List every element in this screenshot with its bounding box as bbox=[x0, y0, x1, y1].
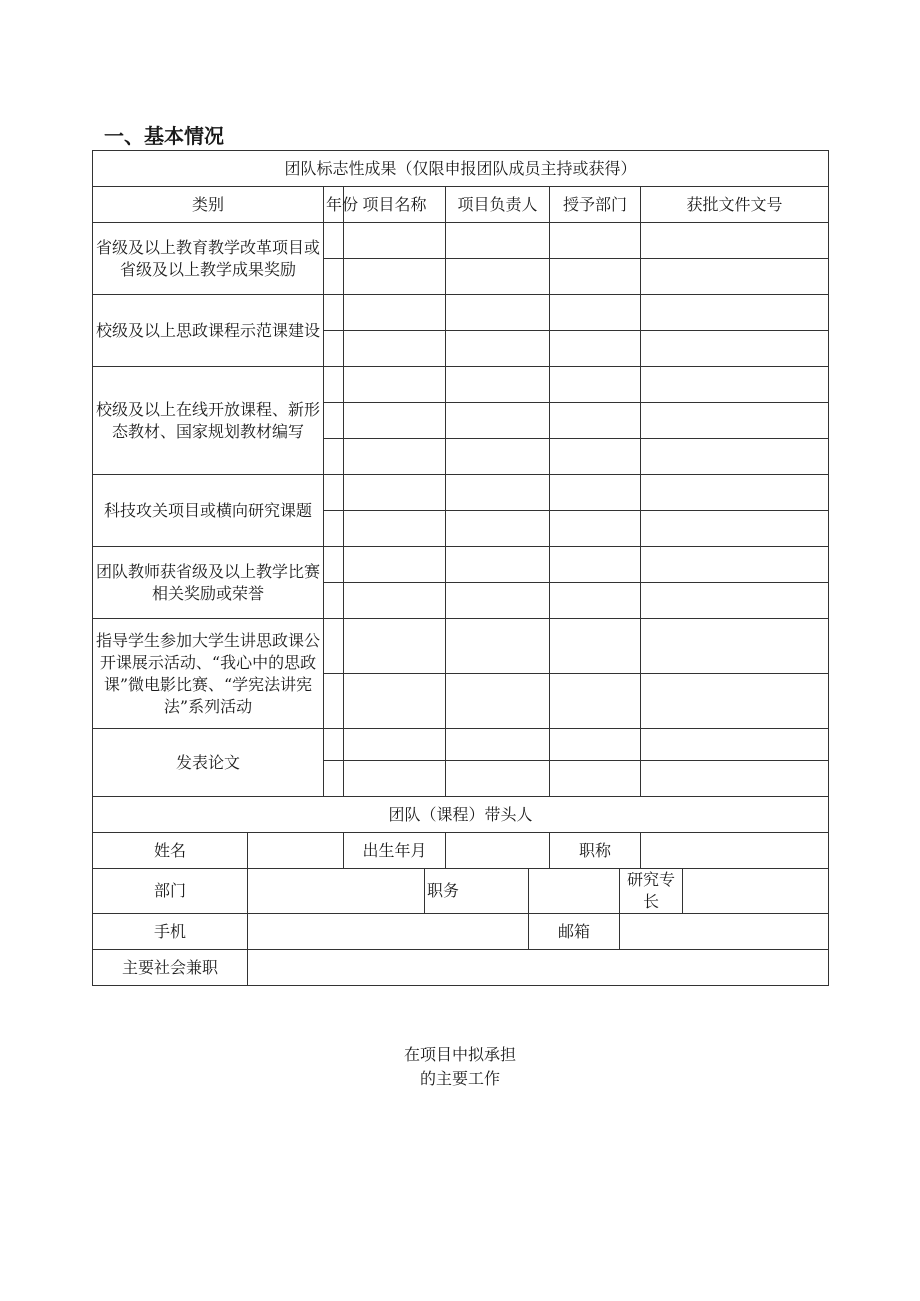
year-cell[interactable] bbox=[324, 761, 344, 797]
category-cell: 指导学生参加大学生讲思政课公开课展示活动、“我心中的思政课”微电影比赛、“学宪法讲宪法”系列活动 bbox=[93, 619, 324, 729]
year-cell[interactable] bbox=[324, 729, 344, 761]
project-leader-cell[interactable] bbox=[446, 583, 550, 619]
footer-note-line2: 的主要工作 bbox=[419, 1069, 500, 1088]
project-name-cell[interactable] bbox=[344, 295, 446, 331]
project-name-cell[interactable] bbox=[344, 761, 446, 797]
year-cell[interactable] bbox=[324, 583, 344, 619]
column-header-project-name: 项目名称 bbox=[344, 187, 446, 223]
project-name-cell[interactable] bbox=[344, 583, 446, 619]
project-leader-cell[interactable] bbox=[446, 439, 550, 475]
granting-dept-cell[interactable] bbox=[550, 223, 641, 259]
dept-label: 部门 bbox=[93, 869, 248, 914]
title-value-cell[interactable] bbox=[641, 833, 829, 869]
achievements-header: 团队标志性成果（仅限申报团队成员主持或获得） bbox=[93, 151, 829, 187]
approval-doc-cell[interactable] bbox=[641, 674, 829, 729]
category-cell: 省级及以上教育教学改革项目或省级及以上教学成果奖励 bbox=[93, 223, 324, 295]
column-header-granting-dept: 授予部门 bbox=[550, 187, 641, 223]
project-leader-cell[interactable] bbox=[446, 367, 550, 403]
approval-doc-cell[interactable] bbox=[641, 761, 829, 797]
project-name-cell[interactable] bbox=[344, 367, 446, 403]
project-name-cell[interactable] bbox=[344, 619, 446, 674]
project-name-cell[interactable] bbox=[344, 674, 446, 729]
project-name-cell[interactable] bbox=[344, 259, 446, 295]
granting-dept-cell[interactable] bbox=[550, 475, 641, 511]
category-cell: 科技攻关项目或横向研究课题 bbox=[93, 475, 324, 547]
email-value-cell[interactable] bbox=[620, 914, 829, 950]
category-cell: 团队教师获省级及以上教学比赛相关奖励或荣誉 bbox=[93, 547, 324, 619]
approval-doc-cell[interactable] bbox=[641, 475, 829, 511]
category-cell: 发表论文 bbox=[93, 729, 324, 797]
project-name-cell[interactable] bbox=[344, 729, 446, 761]
project-leader-cell[interactable] bbox=[446, 619, 550, 674]
footer-note-line1: 在项目中拟承担 bbox=[403, 1045, 516, 1064]
approval-doc-cell[interactable] bbox=[641, 295, 829, 331]
birth-label: 出生年月 bbox=[344, 833, 446, 869]
footer-note bbox=[0, 1043, 920, 1091]
approval-doc-cell[interactable] bbox=[641, 511, 829, 547]
granting-dept-cell[interactable] bbox=[550, 511, 641, 547]
year-cell[interactable] bbox=[324, 367, 344, 403]
granting-dept-cell[interactable] bbox=[550, 547, 641, 583]
year-cell[interactable] bbox=[324, 259, 344, 295]
approval-doc-cell[interactable] bbox=[641, 729, 829, 761]
position-value-cell[interactable] bbox=[529, 869, 620, 914]
approval-doc-cell[interactable] bbox=[641, 439, 829, 475]
project-leader-cell[interactable] bbox=[446, 403, 550, 439]
project-name-cell[interactable] bbox=[344, 439, 446, 475]
approval-doc-cell[interactable] bbox=[641, 583, 829, 619]
granting-dept-cell[interactable] bbox=[550, 367, 641, 403]
project-leader-cell[interactable] bbox=[446, 259, 550, 295]
granting-dept-cell[interactable] bbox=[550, 295, 641, 331]
granting-dept-cell[interactable] bbox=[550, 403, 641, 439]
project-leader-cell[interactable] bbox=[446, 547, 550, 583]
granting-dept-cell[interactable] bbox=[550, 619, 641, 674]
category-cell: 校级及以上思政课程示范课建设 bbox=[93, 295, 324, 367]
project-name-cell[interactable] bbox=[344, 331, 446, 367]
column-header-approval-doc-no: 获批文件文号 bbox=[641, 187, 829, 223]
social-value-cell[interactable] bbox=[248, 950, 829, 986]
approval-doc-cell[interactable] bbox=[641, 223, 829, 259]
social-label: 主要社会兼职 bbox=[93, 950, 248, 986]
column-header-year: 年份 bbox=[324, 187, 344, 223]
project-leader-cell[interactable] bbox=[446, 761, 550, 797]
project-name-cell[interactable] bbox=[344, 403, 446, 439]
name-value-cell[interactable] bbox=[248, 833, 344, 869]
approval-doc-cell[interactable] bbox=[641, 619, 829, 674]
project-leader-cell[interactable] bbox=[446, 223, 550, 259]
granting-dept-cell[interactable] bbox=[550, 583, 641, 619]
granting-dept-cell[interactable] bbox=[550, 439, 641, 475]
section-title: 一、基本情况 bbox=[104, 124, 224, 148]
leader-header: 团队（课程）带头人 bbox=[93, 797, 829, 833]
project-leader-cell[interactable] bbox=[446, 674, 550, 729]
birth-value-cell[interactable] bbox=[446, 833, 550, 869]
title-label: 职称 bbox=[550, 833, 641, 869]
project-name-cell[interactable] bbox=[344, 547, 446, 583]
granting-dept-cell[interactable] bbox=[550, 761, 641, 797]
project-leader-cell[interactable] bbox=[446, 475, 550, 511]
year-cell[interactable] bbox=[324, 223, 344, 259]
name-label: 姓名 bbox=[93, 833, 248, 869]
approval-doc-cell[interactable] bbox=[641, 331, 829, 367]
granting-dept-cell[interactable] bbox=[550, 331, 641, 367]
granting-dept-cell[interactable] bbox=[550, 674, 641, 729]
granting-dept-cell[interactable] bbox=[550, 259, 641, 295]
project-leader-cell[interactable] bbox=[446, 511, 550, 547]
approval-doc-cell[interactable] bbox=[641, 403, 829, 439]
project-name-cell[interactable] bbox=[344, 475, 446, 511]
category-cell: 校级及以上在线开放课程、新形态教材、国家规划教材编写 bbox=[93, 367, 324, 475]
specialty-label: 研究专长 bbox=[620, 869, 683, 914]
year-cell[interactable] bbox=[324, 295, 344, 331]
project-name-cell[interactable] bbox=[344, 511, 446, 547]
phone-value-cell[interactable] bbox=[248, 914, 529, 950]
granting-dept-cell[interactable] bbox=[550, 729, 641, 761]
email-label: 邮箱 bbox=[529, 914, 620, 950]
approval-doc-cell[interactable] bbox=[641, 547, 829, 583]
year-cell[interactable] bbox=[324, 331, 344, 367]
year-cell[interactable] bbox=[324, 439, 344, 475]
phone-label: 手机 bbox=[93, 914, 248, 950]
year-cell[interactable] bbox=[324, 475, 344, 511]
year-cell[interactable] bbox=[324, 674, 344, 729]
project-leader-cell[interactable] bbox=[446, 729, 550, 761]
project-leader-cell[interactable] bbox=[446, 331, 550, 367]
project-name-cell[interactable] bbox=[344, 223, 446, 259]
column-header-project-leader: 项目负责人 bbox=[446, 187, 550, 223]
specialty-value-cell[interactable] bbox=[683, 869, 829, 914]
position-label: 职务 bbox=[425, 869, 529, 914]
year-cell[interactable] bbox=[324, 619, 344, 674]
approval-doc-cell[interactable] bbox=[641, 259, 829, 295]
project-leader-cell[interactable] bbox=[446, 295, 550, 331]
column-header-category: 类别 bbox=[93, 187, 324, 223]
application-form-table bbox=[92, 150, 829, 986]
approval-doc-cell[interactable] bbox=[641, 367, 829, 403]
year-cell[interactable] bbox=[324, 547, 344, 583]
year-cell[interactable] bbox=[324, 511, 344, 547]
dept-value-cell[interactable] bbox=[248, 869, 425, 914]
year-cell[interactable] bbox=[324, 403, 344, 439]
